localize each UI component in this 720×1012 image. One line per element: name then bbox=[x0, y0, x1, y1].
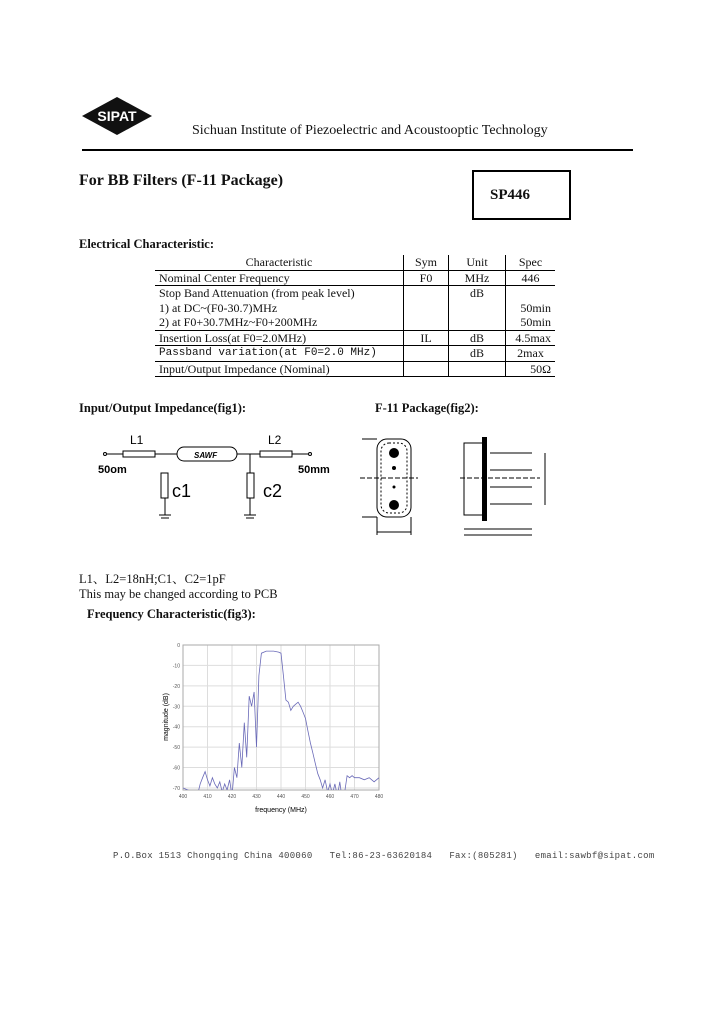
svg-text:SIPAT: SIPAT bbox=[97, 108, 137, 124]
x-tick-label: 400 bbox=[178, 794, 188, 800]
output-impedance-label: 50mm bbox=[298, 464, 330, 476]
x-tick-label: 430 bbox=[252, 794, 261, 800]
l2-label: L2 bbox=[268, 433, 282, 447]
table-row: 1) at DC~(F0-30.7)MHz 50min bbox=[155, 301, 555, 316]
l1-label: L1 bbox=[130, 433, 144, 447]
y-tick-label: -20 bbox=[172, 683, 180, 690]
c1-label: c1 bbox=[172, 481, 192, 501]
institute-name: Sichuan Institute of Piezoelectric and Acoustooptic Technology bbox=[192, 123, 548, 138]
x-tick-label: 410 bbox=[203, 794, 212, 800]
table-row: Stop Band Attenuation (from peak level) dB bbox=[155, 286, 555, 301]
fig3-heading: Frequency Characteristic(fig3): bbox=[87, 607, 256, 621]
table-header: Characteristic Sym Unit Spec bbox=[155, 255, 555, 270]
y-axis-label: magnitude (dB) bbox=[163, 693, 170, 741]
y-tick-label: 0 bbox=[177, 643, 180, 649]
fig1-heading: Input/Output Impedance(fig1): bbox=[79, 401, 247, 415]
pcb-note: This may be changed according to PCB bbox=[79, 587, 278, 601]
document-title: For BB Filters (F-11 Package) bbox=[79, 172, 284, 189]
component-values: L1、L2=18nH;C1、C2=1pF bbox=[79, 572, 226, 586]
table-row: Nominal Center Frequency F0 MHz 446 bbox=[155, 270, 555, 286]
x-tick-label: 460 bbox=[325, 794, 335, 800]
x-tick-label: 450 bbox=[301, 794, 310, 800]
table-row: Insertion Loss(at F0=2.0MHz) IL dB 4.5max bbox=[155, 330, 555, 346]
table-row: 2) at F0+30.7MHz~F0+200MHz 50min bbox=[155, 315, 555, 330]
x-axis-label: frequency (MHz) bbox=[255, 807, 307, 814]
y-tick-label: -50 bbox=[172, 745, 180, 752]
x-tick-label: 480 bbox=[374, 794, 384, 800]
x-tick-label: 470 bbox=[350, 794, 359, 800]
c2-label: c2 bbox=[263, 481, 283, 501]
x-tick-label: 440 bbox=[276, 794, 286, 800]
fig2-heading: F-11 Package(fig2): bbox=[375, 401, 479, 415]
y-tick-label: -10 bbox=[172, 663, 180, 670]
footer-contact: P.O.Box 1513 Chongqing China 400060 Tel:86-23-63620184 Fax:(805281) email:sawbf@sipat.com bbox=[113, 851, 655, 861]
x-tick-label: 420 bbox=[227, 794, 237, 800]
table-row: Input/Output Impedance (Nominal) 50Ω bbox=[155, 361, 555, 377]
input-impedance-label: 50om bbox=[98, 464, 127, 476]
part-number: SP446 bbox=[490, 187, 531, 203]
y-tick-label: -40 bbox=[172, 724, 180, 731]
y-tick-label: -30 bbox=[172, 704, 180, 711]
table-row: Passband variation(at F0=2.0 MHz) dB 2max bbox=[155, 346, 555, 362]
y-tick-label: -60 bbox=[172, 765, 180, 772]
y-tick-label: -70 bbox=[172, 785, 180, 792]
sawf-label: SAWF bbox=[194, 451, 218, 460]
electrical-heading: Electrical Characteristic: bbox=[79, 237, 215, 251]
